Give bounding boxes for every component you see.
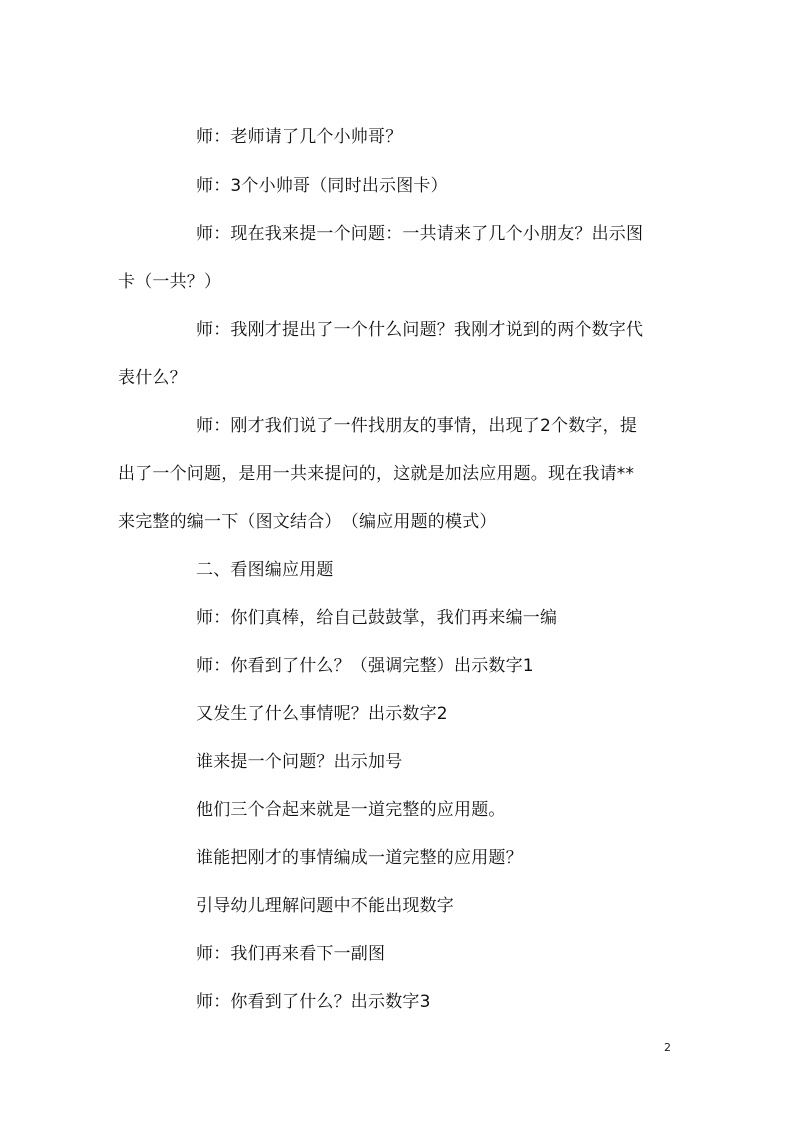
paragraph-line: 引导幼儿理解问题中不能出现数字	[196, 896, 454, 916]
section-heading: 二、看图编应用题	[196, 560, 334, 580]
paragraph-line: 师：我刚才提出了一个什么问题？我刚才说到的两个数字代	[196, 320, 644, 340]
paragraph-line: 师：现在我来提一个问题：一共请来了几个小朋友？出示图	[196, 224, 644, 244]
paragraph-line: 又发生了什么事情呢？出示数字2	[196, 704, 448, 724]
paragraph-line: 师：3个小帅哥（同时出示图卡）	[196, 176, 448, 196]
paragraph-line: 师：刚才我们说了一件找朋友的事情，出现了2个数字，提	[196, 416, 638, 436]
paragraph-line: 师：你看到了什么？（强调完整）出示数字1	[196, 656, 534, 676]
paragraph-line: 师：我们再来看下一副图	[196, 944, 386, 964]
paragraph-line: 师：老师请了几个小帅哥？	[196, 127, 403, 147]
paragraph-line: 来完整的编一下（图文结合） （编应用题的模式）	[118, 512, 497, 532]
paragraph-line: 师：你们真棒，给自己鼓鼓掌，我们再来编一编	[196, 608, 558, 628]
page-number: 2	[664, 1041, 671, 1054]
paragraph-line: 出了一个问题，是用一共来提问的，这就是加法应用题。现在我请**	[118, 464, 635, 484]
paragraph-line: 谁来提一个问题？出示加号	[196, 752, 403, 772]
paragraph-line: 他们三个合起来就是一道完整的应用题。	[196, 800, 506, 820]
paragraph-line: 谁能把刚才的事情编成一道完整的应用题？	[196, 848, 523, 868]
paragraph-line: 表什么？	[118, 368, 187, 388]
paragraph-line: 师：你看到了什么？出示数字3	[196, 992, 431, 1012]
paragraph-line: 卡（一共？）	[118, 272, 222, 292]
